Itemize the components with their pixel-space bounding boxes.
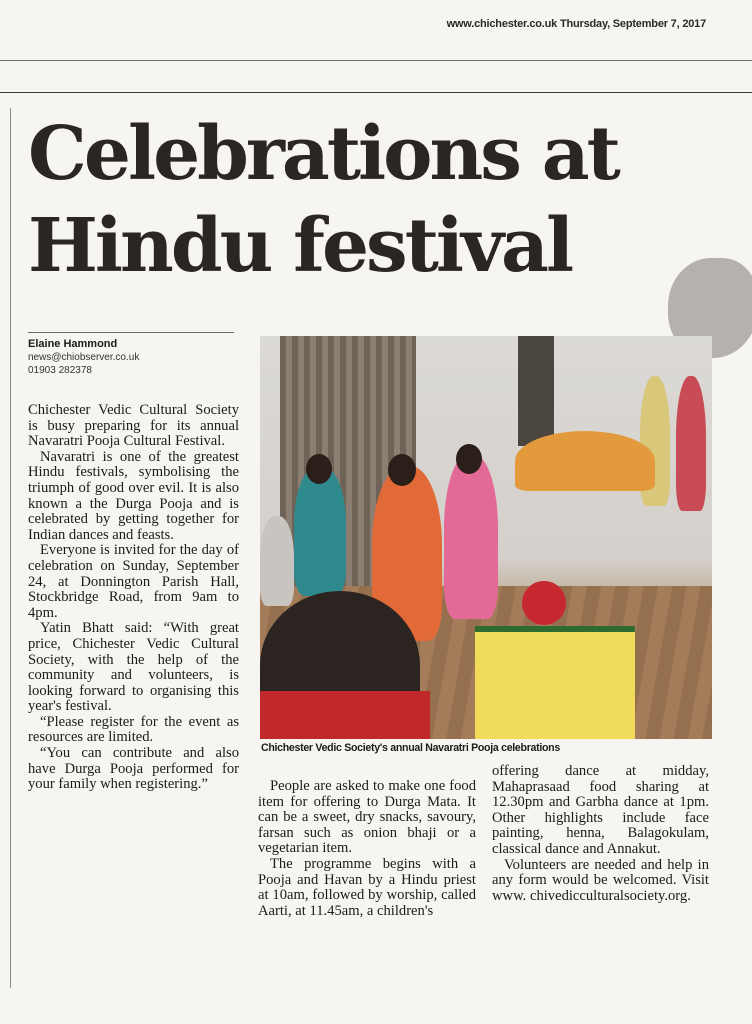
woman-pink-dress: [444, 454, 498, 619]
paragraph: “You can contribute and also have Durga Pooja performed for your family when registering.”: [28, 745, 239, 793]
paragraph: offering dance at midday, Mahaprasaad food sharing at 12.30pm and Garbha dance at 1pm. Other highlights include face painting, henna, Balagokulam, classical dance and Annakut.: [492, 763, 709, 857]
seated-guest: [260, 516, 294, 606]
author-email: news@chiobserver.co.uk: [28, 352, 140, 363]
column-edge: [10, 108, 11, 988]
head: [456, 444, 482, 474]
section-rule: [0, 92, 752, 93]
issue-date: Thursday, September 7, 2017: [559, 18, 706, 30]
byline: [28, 337, 139, 377]
pillar: [518, 336, 554, 446]
paragraph: Chichester Vedic Cultural Society is busy preparing for its annual Navaratri Pooja Cultural Festival.: [28, 402, 239, 450]
article-column-2: [258, 779, 476, 919]
altar: [475, 626, 635, 739]
paragraph: “Please register for the event as resources are limited.: [28, 713, 239, 746]
woman-teal-sari: [294, 466, 346, 596]
shrine-canopy: [515, 431, 655, 491]
headline: Celebrations at Hindu festival: [28, 111, 618, 289]
author-phone: 01903 282378: [28, 365, 92, 376]
top-rule: [0, 60, 752, 61]
author-name: Elaine Hammond: [28, 338, 118, 350]
paragraph: Navaratri is one of the greatest Hindu festivals, symbolising the triumph of good over evil. It is also known a the Durga Pooja and is celebrated by getting together for Indian dances and feasts.: [28, 448, 239, 543]
paragraph: Everyone is invited for the day of celebration on Sunday, September 24, at Donnington Parish Hall, Stockbridge Road, from 9am to 4pm.: [28, 542, 239, 621]
masthead: [447, 18, 706, 30]
website-url: www.chichester.co.uk: [446, 18, 558, 30]
head: [388, 454, 416, 486]
paragraph: People are asked to make one food item for offering to Durga Mata. It can be a sweet, dry snacks, savoury, farsan such as onion bhaji or a vegetarian item.: [258, 778, 476, 857]
festival-photo: [260, 336, 712, 739]
byline-rule: [28, 332, 234, 333]
head: [306, 454, 332, 484]
article-column-1: [28, 403, 239, 793]
paragraph: The programme begins with a Pooja and Havan by a Hindu priest at 10am, followed by worship, called Aarti, at 11.45am, a children's: [258, 855, 476, 919]
article-column-3: [492, 764, 709, 904]
paragraph: Yatin Bhatt said: “With great price, Chichester Vedic Cultural Society, with the help of the community and volunteers, is looking forward to organising this year's festival.: [28, 620, 239, 715]
photo-caption: Chichester Vedic Society's annual Navaratri Pooja celebrations: [261, 742, 560, 754]
guest-red: [676, 376, 706, 511]
paragraph: Volunteers are needed and help in any form would be welcomed. Visit www. chivedicculturalsociety.org.: [492, 856, 709, 904]
red-cloth: [260, 691, 430, 739]
flower-offering: [522, 581, 566, 625]
